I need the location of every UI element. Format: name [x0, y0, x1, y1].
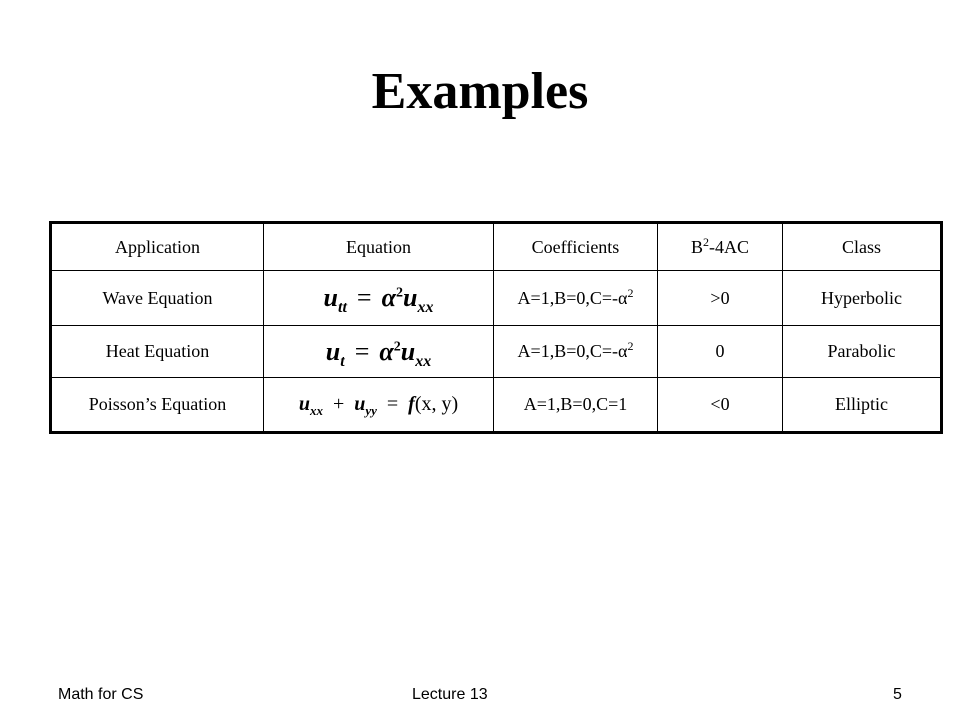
- header-equation: Equation: [264, 223, 494, 271]
- wave-equation-formula: $u_{tt} = \alpha^2u_{xx}$: [323, 283, 434, 317]
- header-discriminant: [658, 223, 783, 271]
- header-discriminant-exp: 2: [703, 234, 709, 249]
- header-application: Application: [51, 223, 264, 271]
- cell-application: Heat Equation: [51, 326, 264, 378]
- table-row: [51, 378, 942, 433]
- cell-class: Elliptic: [783, 378, 942, 433]
- footer-course: Math for CS: [58, 686, 144, 703]
- cell-class: Parabolic: [783, 326, 942, 378]
- slide-title: Examples: [371, 63, 589, 120]
- cell-application: Wave Equation: [51, 271, 264, 326]
- cell-class: Hyperbolic: [783, 271, 942, 326]
- cell-discriminant: 0: [658, 326, 783, 378]
- classification-table: [49, 221, 943, 434]
- cell-coefficients: $A=1,B=0,C=-\alpha^2$: [494, 326, 658, 378]
- table-row: [51, 326, 942, 378]
- header-class: Class: [783, 223, 942, 271]
- cell-coefficients: A=1,B=0,C=1: [494, 378, 658, 433]
- cell-equation: [264, 271, 494, 326]
- header-discriminant-base: B: [690, 236, 703, 257]
- cell-discriminant: <0: [658, 378, 783, 433]
- footer-lecture: Lecture 13: [412, 686, 488, 703]
- cell-coefficients: $A=1,B=0,C=-\alpha^2$: [494, 271, 658, 326]
- cell-application: Poisson’s Equation: [51, 378, 264, 433]
- cell-equation: [264, 378, 494, 433]
- table-header-row: [51, 223, 942, 271]
- poisson-equation-formula: $u_{xx} + u_{yy} = f(x$, y): [298, 393, 459, 418]
- header-coefficients: Coefficients: [494, 223, 658, 271]
- table-row: [51, 271, 942, 326]
- cell-equation: [264, 326, 494, 378]
- header-discriminant-rest: -4AC: [709, 236, 749, 257]
- cell-discriminant: >0: [658, 271, 783, 326]
- footer-page-number: 5: [893, 686, 902, 703]
- heat-equation-formula: $u_t = \alpha^2u_{xx}$: [325, 336, 432, 370]
